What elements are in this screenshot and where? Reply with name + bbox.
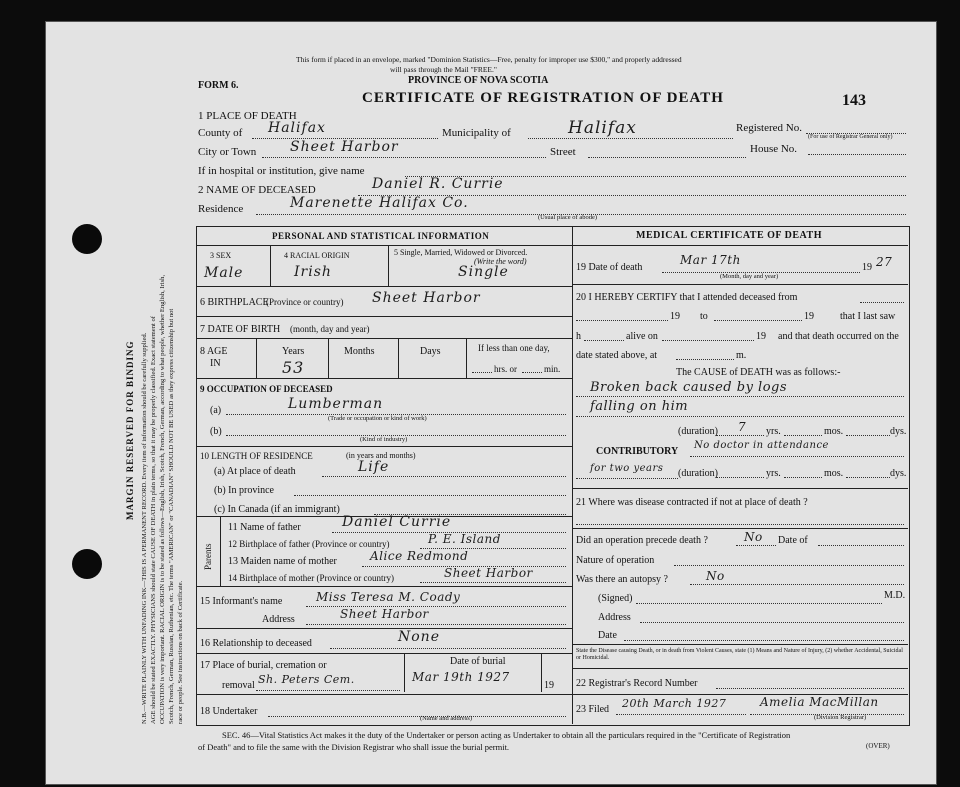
informant-value: Miss Teresa M. Coady: [316, 590, 461, 604]
rule: [306, 624, 566, 625]
margin-instruction: AGE should be stated EXACTLY. PHYSICIANS should state CAUSE OF DEATH in plain terms, so that it may be properly classified. Exact statement of: [150, 316, 157, 724]
name-label: 2 NAME OF DECEASED: [198, 184, 316, 196]
rule: [196, 338, 572, 339]
rule: [196, 378, 572, 379]
in-province-label: (b) In province: [214, 485, 274, 496]
relationship-label: 16 Relationship to deceased: [200, 638, 312, 649]
rule: [716, 688, 904, 689]
rule: [322, 476, 566, 477]
occ-a: (a): [210, 405, 222, 416]
rule: [572, 245, 908, 246]
margin-instruction: Scotch, French, German, Russian, Ruthenian, etc. The terms "AMERICAN" or "CANADIAN" SHOULD NOT BE USED as they express citizenship but not: [168, 308, 175, 724]
rule: [270, 246, 271, 286]
in-canada-label: (c) In Canada (if an immigrant): [214, 504, 340, 515]
days-header: Days: [420, 346, 441, 357]
rule: [294, 495, 566, 496]
alive-year-prefix: 19: [756, 331, 766, 342]
undertaker-label: 18 Undertaker: [200, 706, 258, 717]
certify-label: 20 I HEREBY CERTIFY that I attended deceased from: [576, 292, 798, 303]
sec-46-note: SEC. 46—Vital Statistics Act makes it the duty of the Undertaker or person acting as Undertaker to obtain all the particulars required in the "Certificate of Registration: [222, 730, 791, 740]
over-label: (OVER): [866, 742, 890, 750]
serial-number: 143: [842, 92, 866, 109]
column-divider: [572, 226, 573, 724]
certify-year-prefix: 19: [670, 311, 680, 322]
page-title: CERTIFICATE OF REGISTRATION OF DEATH: [362, 90, 724, 106]
yrs-label: yrs.: [766, 426, 781, 437]
industry-note: (Kind of industry): [360, 436, 408, 443]
birthplace-label: 6 BIRTHPLACE: [200, 297, 269, 308]
rule: [662, 340, 754, 341]
name-address-note: (Name and address): [420, 715, 472, 722]
rule: [196, 316, 572, 317]
cause-label: The CAUSE of DEATH was as follows:-: [676, 367, 841, 378]
mother-value: Alice Redmond: [370, 549, 469, 563]
rule: [714, 320, 802, 321]
racial-origin-label: 4 RACIAL ORIGIN: [284, 251, 350, 260]
signed-label: (Signed): [598, 593, 633, 604]
division-registrar-note: (Division Registrar): [814, 714, 867, 721]
contributory-value-2: for two years: [590, 463, 664, 474]
rule: [196, 586, 572, 587]
violent-causes-note: State the Disease causing Death, or in death from Violent Causes, state (1) Means and Nature of Injury, (2) whether Accidental, Suicidal or Homicidal.: [576, 648, 903, 661]
duration-label: (duration): [678, 426, 718, 437]
house-no-label: House No.: [750, 143, 798, 155]
sex-value: Male: [204, 265, 244, 281]
rule: [420, 582, 566, 583]
sex-label: 3 SEX: [210, 251, 232, 260]
dob-note: (month, day and year): [290, 324, 370, 334]
operation-label: Did an operation precede death ?: [576, 535, 708, 546]
hrs-label: hrs. or: [494, 364, 517, 374]
rule: [690, 456, 904, 457]
rule: [576, 524, 904, 525]
municipality-line: [528, 138, 733, 139]
rule: [860, 302, 904, 303]
burial-year-prefix: 19: [544, 680, 554, 691]
burial-date-value: Mar 19th 1927: [412, 670, 510, 684]
county-value: Halifax: [268, 120, 326, 136]
mail-notice-2: will pass through the Mail "FREE.": [390, 65, 497, 74]
place-of-death-label: 1 PLACE OF DEATH: [198, 110, 297, 122]
sec-46-note-2: of Death" and to file the same with the Division Registrar who shall issue the burial permit.: [198, 742, 510, 752]
hospital-label: If in hospital or institution, give name: [198, 165, 365, 177]
last-saw-label: that I last saw: [840, 311, 896, 322]
filed-value: 20th March 1927: [622, 697, 727, 710]
father-bp-value: P. E. Island: [428, 532, 501, 546]
occurred-label: and that death occurred on the: [778, 331, 899, 342]
trade-note: (Trade or occupation or kind of work): [328, 415, 427, 422]
age-in-label: IN: [210, 358, 221, 369]
less-than-day: If less than one day,: [478, 343, 550, 353]
marital-value: Single: [458, 264, 509, 280]
years-header: Years: [282, 346, 305, 357]
rule: [472, 372, 492, 373]
at-place-label: (a) At place of death: [214, 466, 296, 477]
margin-instruction: OCCUPATION is very important. RACIAL ORIGIN is to be stated as follows—English, Irish, Scotch, French, German, according to what people, whether English, Irish,: [159, 274, 166, 724]
street-line: [588, 157, 746, 158]
residence-value: Marenette Halifax Co.: [290, 195, 469, 211]
cause-line-1: Broken back caused by logs: [590, 380, 788, 395]
h-label: h: [576, 331, 581, 342]
rule: [576, 396, 904, 397]
length-label: 10 LENGTH OF RESIDENCE: [200, 451, 313, 461]
city-value: Sheet Harbor: [290, 139, 399, 155]
alive-on-label: alive on: [626, 331, 658, 342]
informant-address-value: Sheet Harbor: [340, 607, 429, 621]
parents-label: Parents: [203, 543, 213, 570]
registrar-signature: Amelia MacMillan: [760, 695, 879, 709]
father-value: Daniel Currie: [342, 514, 452, 530]
autopsy-label: Was there an autopsy ?: [576, 574, 668, 585]
relationship-value: None: [398, 629, 440, 645]
date-of-death-label: 19 Date of death: [576, 262, 643, 273]
md-label: M.D.: [884, 590, 906, 601]
rule: [196, 694, 572, 695]
rule: [576, 320, 668, 321]
dob-label: 7 DATE OF BIRTH: [200, 324, 281, 335]
at-place-value: Life: [358, 459, 390, 475]
rule: [584, 340, 624, 341]
rule: [572, 528, 908, 529]
mother-bp-label: 14 Birthplace of mother (Province or country): [228, 573, 394, 583]
rule: [572, 668, 908, 669]
filed-label: 23 Filed: [576, 704, 610, 715]
rule: [784, 435, 822, 436]
rule: [690, 584, 904, 585]
operation-value: No: [744, 530, 763, 544]
autopsy-value: No: [706, 569, 725, 583]
margin-reserved: MARGIN RESERVED FOR BINDING: [125, 340, 135, 520]
mail-notice: This form if placed in an envelope, marked "Dominion Statistics—Free, penalty for improper use $300," and properly addressed: [296, 55, 682, 64]
rule: [784, 477, 822, 478]
rule: [388, 246, 389, 286]
marital-label: 5 Single, Married, Widowed or Divorced.: [394, 248, 528, 257]
personal-info-header: PERSONAL AND STATISTICAL INFORMATION: [272, 231, 490, 241]
certify-to-year-prefix: 19: [804, 311, 814, 322]
house-no-line: [808, 154, 906, 155]
date-of-label: Date of: [778, 535, 808, 546]
occ-b: (b): [210, 426, 222, 437]
rule: [572, 644, 908, 645]
duration-value: 7: [738, 420, 747, 434]
yrs-label-2: yrs.: [766, 468, 781, 479]
informant-label: 15 Informant's name: [200, 596, 283, 607]
city-line: [262, 157, 546, 158]
death-year-prefix: 19: [862, 262, 872, 273]
registered-no-label: Registered No.: [736, 122, 802, 134]
municipality-label: Municipality of: [442, 127, 511, 139]
medical-header: MEDICAL CERTIFICATE OF DEATH: [636, 230, 822, 241]
city-label: City or Town: [198, 146, 257, 158]
rule: [818, 545, 904, 546]
rule: [674, 565, 904, 566]
to-label: to: [700, 311, 708, 322]
binder-hole: [72, 224, 102, 254]
rule: [716, 477, 764, 478]
racial-origin-value: Irish: [294, 264, 332, 280]
med-date-label: Date: [598, 630, 617, 641]
form-number: FORM 6.: [198, 80, 239, 91]
rule: [616, 714, 746, 715]
birthplace-note: (Province or country): [266, 297, 344, 307]
birthplace-value: Sheet Harbor: [372, 290, 481, 306]
dys-label: dys.: [890, 426, 907, 437]
rule: [330, 648, 566, 649]
rule: [268, 716, 566, 717]
rule: [640, 622, 904, 623]
registrar-use-note: (For use of Registrar General only): [808, 134, 893, 140]
date-burial-label: Date of burial: [450, 656, 506, 667]
length-note: (in years and months): [346, 451, 416, 460]
rule: [572, 488, 908, 489]
date-stated-label: date stated above, at: [576, 350, 658, 361]
mother-label: 13 Maiden name of mother: [228, 556, 337, 567]
margin-instruction: race or people. See instructions on back of Certificate.: [177, 580, 184, 724]
mother-bp-value: Sheet Harbor: [444, 566, 533, 580]
rule: [196, 446, 572, 447]
rule: [576, 478, 678, 479]
marital-note: (Write the word): [474, 257, 527, 266]
father-bp-label: 12 Birthplace of father (Province or country): [228, 539, 390, 549]
dys-label-2: dys.: [890, 468, 907, 479]
month-day-year-note: (Month, day and year): [720, 273, 779, 280]
med-address-label: Address: [598, 612, 631, 623]
mos-label-2: mos.: [824, 468, 844, 479]
municipality-value: Halifax: [568, 118, 637, 138]
rule: [576, 416, 904, 417]
rule: [466, 339, 467, 378]
death-year-value: 27: [876, 255, 893, 269]
age-years-value: 53: [282, 358, 305, 377]
county-label: County of: [198, 127, 243, 139]
nature-label: Nature of operation: [576, 555, 655, 566]
rule: [846, 477, 890, 478]
rule: [572, 284, 908, 285]
rule: [636, 603, 882, 604]
record-no-label: 22 Registrar's Record Number: [576, 678, 698, 689]
rule: [256, 339, 257, 378]
age-label: 8 AGE: [200, 346, 228, 357]
rule: [736, 545, 776, 546]
margin-instruction: N.B.—WRITE PLAINLY WITH UNFADING INK—THIS IS A PERMANENT RECORD. Every item of information should be carefully supplied.: [141, 332, 148, 724]
rule: [196, 245, 572, 246]
usual-abode-note: (Usual place of abode): [538, 214, 598, 221]
rule: [846, 435, 890, 436]
rule: [196, 286, 572, 287]
rule: [716, 435, 764, 436]
burial-place-label: 17 Place of burial, cremation or: [200, 660, 327, 671]
rule: [196, 628, 572, 629]
duration-label-2: (duration): [678, 468, 718, 479]
father-label: 11 Name of father: [228, 522, 301, 533]
occupation-label: 9 OCCUPATION OF DECEASED: [200, 384, 333, 394]
rule: [328, 339, 329, 378]
where-label: 21 Where was disease contracted if not at place of death ?: [576, 497, 808, 508]
rule: [676, 359, 734, 360]
death-date-value: Mar 17th: [680, 253, 741, 267]
province: PROVINCE OF NOVA SCOTIA: [408, 75, 549, 86]
informant-address-label: Address: [262, 614, 295, 625]
m-label: m.: [736, 350, 747, 361]
residence-label: Residence: [198, 203, 244, 215]
contributory-label: CONTRIBUTORY: [596, 446, 679, 457]
rule: [522, 372, 542, 373]
contributory-value: No doctor in attendance: [694, 440, 829, 451]
cause-line-2: falling on him: [590, 399, 689, 414]
binder-hole: [72, 549, 102, 579]
min-label: min.: [544, 364, 561, 374]
occupation-value: Lumberman: [288, 396, 384, 412]
removal-label: removal: [222, 680, 255, 691]
burial-place-value: Sh. Peters Cem.: [258, 673, 355, 686]
street-label: Street: [550, 146, 576, 158]
name-value: Daniel R. Currie: [372, 176, 504, 192]
rule: [256, 690, 400, 691]
rule: [624, 640, 904, 641]
months-header: Months: [344, 346, 375, 357]
rule: [398, 339, 399, 378]
mos-label: mos.: [824, 426, 844, 437]
rule: [220, 516, 221, 586]
